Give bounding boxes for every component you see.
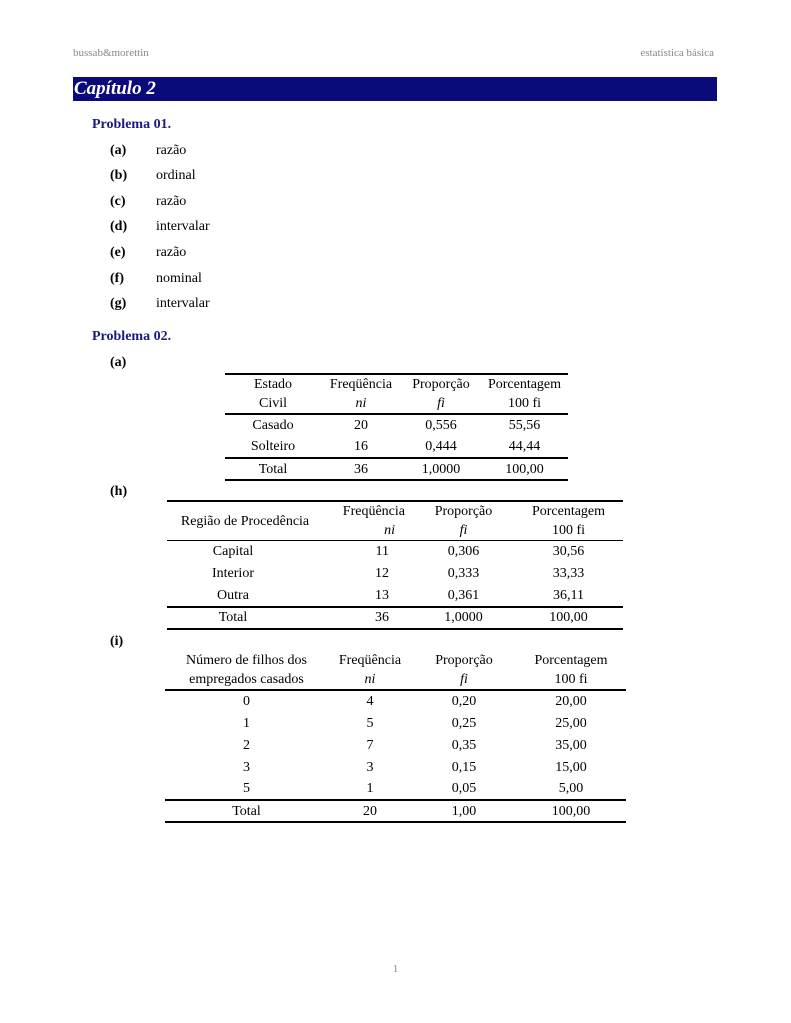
table-row: [167, 563, 623, 585]
table-estado-civil: [225, 373, 568, 481]
table-cell: 20: [328, 800, 412, 822]
table-total-row: [165, 800, 626, 822]
table-cell: 5,00: [558, 781, 584, 796]
table-numero-filhos: [165, 651, 626, 823]
table-row: [165, 734, 626, 756]
table-cell: 0,333: [447, 566, 480, 581]
table-row: [165, 778, 626, 800]
table-cell: 13: [375, 587, 389, 603]
table-cell: 16: [354, 439, 368, 454]
table-cell: 3: [366, 759, 374, 775]
table-row: [165, 712, 626, 734]
part-label-i: (i): [110, 634, 124, 649]
part-label-a: (a): [110, 355, 127, 370]
table-header-cell: empregados casados: [165, 670, 328, 690]
item-text: intervalar: [156, 296, 210, 311]
table-header-cell: Região de Procedência: [167, 501, 323, 541]
item-label: (e): [110, 245, 126, 260]
table-cell: Total: [225, 458, 321, 480]
table-cell: 20,00: [555, 694, 587, 709]
table-header-cell: fi: [413, 521, 514, 541]
table-header-cell: Porcentagem: [534, 653, 608, 668]
table-cell: 36: [321, 458, 401, 480]
table-cell: 0,25: [451, 715, 477, 731]
table-header-cell: Proporção: [434, 504, 493, 519]
table-header-cell: 100 fi: [516, 670, 626, 690]
header-book-title: estatística básica: [640, 47, 714, 59]
problem-01-title: Problema 01.: [92, 117, 172, 132]
item-text: razão: [156, 245, 187, 260]
table-header-cell: ni: [321, 394, 401, 414]
table-header-cell: ni: [328, 670, 412, 690]
chapter-title: Capítulo 2: [73, 77, 717, 101]
table-cell: 5: [366, 715, 374, 731]
table-header-cell: fi: [412, 670, 516, 690]
table-cell: 7: [366, 737, 374, 753]
header-author: bussab&morettin: [73, 47, 149, 59]
table-cell: 0,35: [451, 737, 477, 753]
table-cell: 55,56: [508, 418, 541, 433]
table-cell: 36: [323, 607, 413, 629]
table-cell: 4: [366, 694, 374, 709]
table-cell: 3: [243, 759, 250, 775]
table-cell: Casado: [252, 418, 294, 433]
item-text: razão: [156, 143, 187, 158]
item-label: (d): [110, 219, 128, 234]
table-cell: Outra: [217, 587, 249, 603]
table-cell: Capital: [212, 544, 254, 560]
table-header-cell: Freqüência: [338, 653, 402, 668]
table-header-cell: fi: [401, 394, 481, 414]
table-cell: 100,00: [516, 800, 626, 822]
table-cell: 36,11: [553, 587, 584, 603]
problem-02-title: Problema 02.: [92, 329, 172, 344]
table-cell: 1,00: [412, 800, 516, 822]
table-cell: 1,0000: [401, 458, 481, 480]
table-header-cell: Porcentagem: [531, 504, 606, 519]
table-row: [225, 436, 568, 458]
part-label-h: (h): [110, 484, 128, 499]
item-text: intervalar: [156, 219, 210, 234]
table-cell: 20: [354, 418, 368, 433]
item-text: nominal: [156, 271, 202, 286]
table-cell: 44,44: [508, 439, 541, 454]
page-number: 1: [392, 963, 399, 975]
table-cell: Solteiro: [250, 439, 296, 454]
table-cell: Interior: [212, 566, 254, 581]
table-cell: 1: [243, 715, 250, 731]
table-header-cell: 100 fi: [514, 521, 623, 541]
table-cell: 100,00: [481, 458, 568, 480]
table-cell: 0,20: [451, 694, 477, 709]
table-cell: 12: [375, 566, 389, 581]
item-text: ordinal: [156, 168, 196, 183]
table-header-cell: Freqüência: [329, 377, 393, 392]
table-header-cell: ni: [323, 521, 413, 541]
table-regiao-procedencia: [167, 500, 623, 630]
table-header-cell: Freqüência: [342, 504, 405, 519]
table-cell: 2: [243, 737, 250, 753]
table-cell: 0,556: [425, 418, 457, 433]
table-header-cell: Número de filhos dos: [186, 653, 307, 668]
table-header-cell: Estado: [253, 377, 293, 392]
table-cell: 15,00: [555, 759, 587, 775]
table-cell: 0: [243, 694, 250, 709]
table-header-cell: Civil: [225, 394, 321, 414]
table-cell: 30,56: [552, 544, 585, 560]
table-row: [225, 414, 568, 436]
table-cell: 25,00: [555, 715, 587, 731]
table-header-cell: Porcentagem: [487, 377, 562, 392]
table-cell: 0,361: [447, 587, 480, 603]
item-label: (g): [110, 296, 127, 311]
table-cell: 11: [375, 544, 389, 560]
table-cell: 0,05: [451, 781, 477, 796]
table-total-row: [167, 607, 623, 629]
table-cell: 1,0000: [413, 607, 514, 629]
table-cell: 35,00: [555, 737, 587, 753]
table-cell: 100,00: [514, 607, 623, 629]
item-text: razão: [156, 194, 187, 209]
table-header-cell: 100 fi: [481, 394, 568, 414]
table-row: [167, 541, 623, 563]
item-label: (b): [110, 168, 128, 183]
table-cell: 0,15: [451, 759, 477, 775]
table-row: [165, 690, 626, 712]
table-cell: 33,33: [552, 566, 585, 581]
table-header-cell: Proporção: [435, 653, 493, 668]
table-row: [167, 585, 623, 607]
table-cell: 5: [243, 781, 250, 796]
table-cell: 0,306: [447, 544, 480, 560]
item-label: (c): [110, 194, 126, 209]
table-header-cell: Proporção: [412, 377, 470, 392]
item-label: (a): [110, 143, 127, 158]
table-cell: 1: [366, 781, 374, 796]
table-cell: 0,444: [425, 439, 457, 454]
table-cell: Total: [167, 607, 323, 629]
table-total-row: [225, 458, 568, 480]
table-row: [165, 756, 626, 778]
table-cell: Total: [165, 800, 328, 822]
item-label: (f): [110, 271, 124, 286]
